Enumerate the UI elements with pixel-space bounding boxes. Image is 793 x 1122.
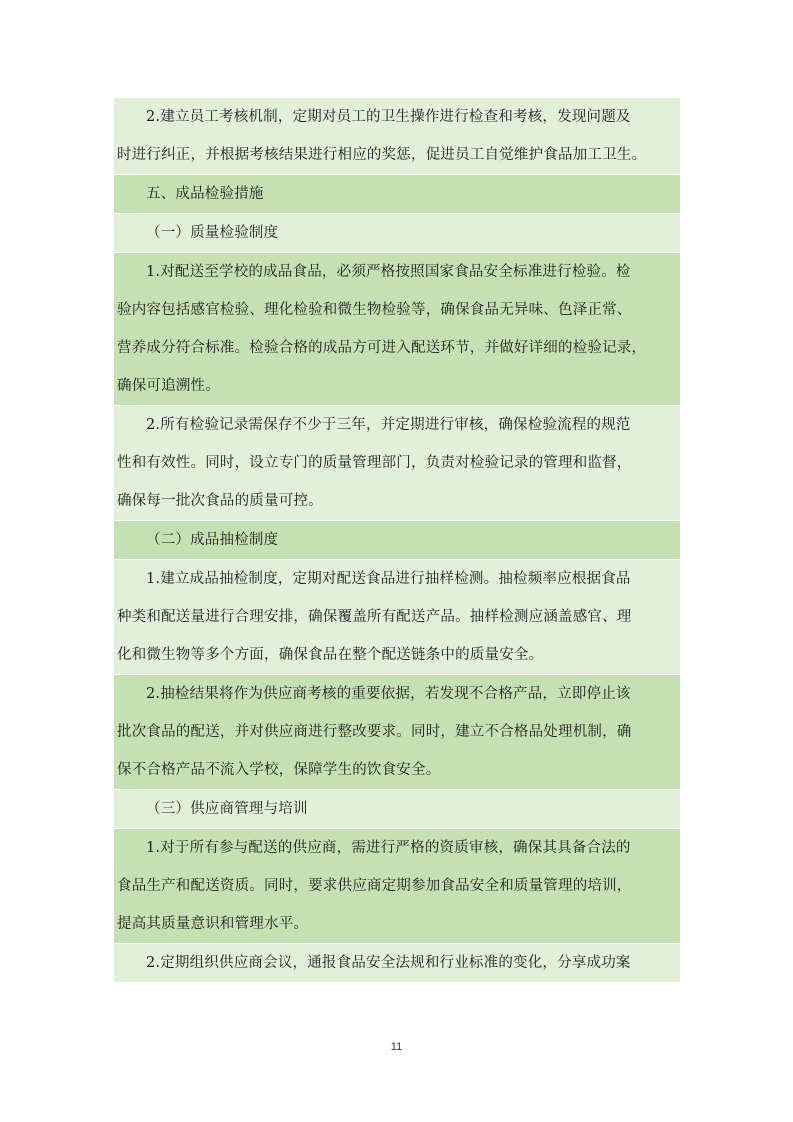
paragraph-block: [114, 829, 680, 944]
paragraph-text: [117, 560, 677, 674]
text-line: 营养成分符合标准。检验合格的成品方可进入配送环节，并做好详细的检验记录，: [117, 340, 647, 356]
text-line: 化和微生物等多个方面，确保食品在整个配送链条中的质量安全。: [117, 647, 544, 663]
text-line: 2.所有检验记录需保存不少于三年，并定期进行审核，确保检验流程的规范: [146, 417, 631, 433]
text-line: （三）供应商管理与培训: [146, 801, 308, 817]
paragraph-text: [117, 175, 677, 213]
paragraph-text: [117, 675, 677, 789]
paragraph-text: [117, 944, 677, 982]
page-number: 11: [390, 1041, 403, 1053]
text-line: 确保可追溯性。: [117, 378, 220, 394]
paragraph-block: [114, 175, 680, 214]
text-line: 五、成品检验措施: [146, 186, 264, 202]
paragraph-block: [114, 214, 680, 253]
text-line: 1.建立成品抽检制度，定期对配送食品进行抽样检测。抽检频率应根据食品: [146, 571, 631, 587]
text-line: 提高其质量意识和管理水平。: [117, 916, 309, 932]
paragraph-text: [117, 790, 677, 828]
document-body: [114, 98, 680, 983]
paragraph-block: [114, 790, 680, 829]
text-line: 1.对配送至学校的成品食品，必须严格按照国家食品安全标准进行检验。检: [146, 264, 631, 280]
text-line: （二）成品抽检制度: [146, 532, 279, 548]
text-line: 种类和配送量进行合理安排，确保覆盖所有配送产品。抽样检测应涵盖感官、理: [117, 609, 632, 625]
paragraph-block: [114, 406, 680, 521]
text-line: 1.对于所有参与配送的供应商，需进行严格的资质审核，确保其具备合法的: [146, 840, 631, 856]
text-line: 验内容包括感官检验、理化检验和微生物检验等，确保食品无异味、色泽正常、: [117, 302, 632, 318]
paragraph-text: [117, 829, 677, 943]
paragraph-block: [114, 521, 680, 560]
text-line: 确保每一批次食品的质量可控。: [117, 493, 323, 509]
text-line: （一）质量检验制度: [146, 225, 279, 241]
paragraph-block: [114, 98, 680, 175]
text-line: 保不合格产品不流入学校，保障学生的饮食安全。: [117, 762, 441, 778]
text-line: 食品生产和配送资质。同时，要求供应商定期参加食品安全和质量管理的培训，: [117, 878, 632, 894]
text-line: 时进行纠正，并根据考核结果进行相应的奖惩，促进员工自觉维护食品加工卫生。: [117, 147, 647, 163]
paragraph-block: [114, 253, 680, 406]
text-line: 2.建立员工考核机制，定期对员工的卫生操作进行检查和考核，发现问题及: [146, 109, 631, 125]
text-line: 批次食品的配送，并对供应商进行整改要求。同时，建立不合格品处理机制，确: [117, 724, 632, 740]
paragraph-text: [117, 521, 677, 559]
paragraph-block: [114, 944, 680, 983]
paragraph-block: [114, 675, 680, 790]
paragraph-text: [117, 253, 677, 405]
text-line: 2.定期组织供应商会议，通报食品安全法规和行业标准的变化，分享成功案: [146, 955, 631, 971]
paragraph-text: [117, 98, 677, 174]
paragraph-block: [114, 560, 680, 675]
text-line: 2.抽检结果将作为供应商考核的重要依据，若发现不合格产品，立即停止该: [146, 686, 631, 702]
paragraph-text: [117, 214, 677, 252]
paragraph-text: [117, 406, 677, 520]
text-line: 性和有效性。同时，设立专门的质量管理部门，负责对检验记录的管理和监督，: [117, 455, 632, 471]
